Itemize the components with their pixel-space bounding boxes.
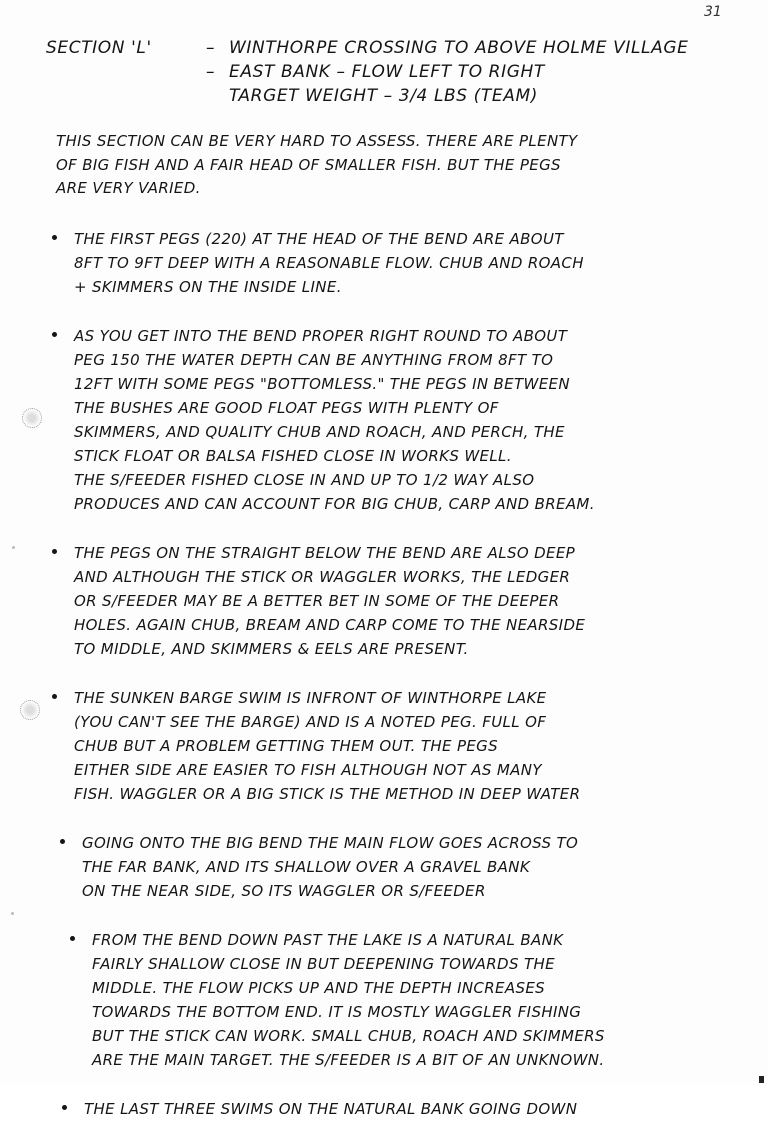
scan-speck [11, 912, 14, 915]
bullet-line: TO MIDDLE, AND SKIMMERS & EELS ARE PRESENT. [74, 639, 469, 658]
bullet-line: ON THE NEAR SIDE, SO ITS WAGGLER OR S/FEEDER [82, 881, 486, 900]
header-dash: – [206, 38, 216, 58]
bullet-line: OR S/FEEDER MAY BE A BETTER BET IN SOME OF THE DEEPER [74, 591, 560, 610]
bullet-line: 12FT WITH SOME PEGS "BOTTOMLESS." THE PEGS IN BETWEEN [74, 374, 570, 393]
header-line-2 [46, 62, 746, 86]
bullet-line: FISH. WAGGLER OR A BIG STICK IS THE METHOD IN DEEP WATER [74, 784, 581, 803]
section-title: WINTHORPE CROSSING TO ABOVE HOLME VILLAGE [229, 38, 689, 58]
bullet-item [52, 541, 756, 661]
page-number: 31 [704, 4, 722, 20]
bullet-line: (YOU CAN'T SEE THE BARGE) AND IS A NOTED PEG. FULL OF [74, 712, 547, 731]
bullet-dot [62, 1105, 67, 1110]
bullet-line: THE FIRST PEGS (220) AT THE HEAD OF THE BEND ARE ABOUT [74, 229, 564, 248]
punch-hole-mark [20, 700, 40, 720]
bullet-line: THE PEGS ON THE STRAIGHT BELOW THE BEND ARE ALSO DEEP [74, 543, 576, 562]
bullet-line: FROM THE BEND DOWN PAST THE LAKE IS A NATURAL BANK [92, 930, 564, 949]
bullet-line: THE FAR BANK, AND ITS SHALLOW OVER A GRAVEL BANK [82, 857, 531, 876]
bullet-line: STICK FLOAT OR BALSA FISHED CLOSE IN WORKS WELL. [74, 446, 512, 465]
bullet-line: CHUB BUT A PROBLEM GETTING THEM OUT. THE PEGS [74, 736, 499, 755]
bullet-line: THE BUSHES ARE GOOD FLOAT PEGS WITH PLENTY OF [74, 398, 499, 417]
bullet-line: GOING ONTO THE BIG BEND THE MAIN FLOW GOES ACROSS TO [82, 833, 579, 852]
bullet-item [62, 1097, 756, 1121]
section-header [46, 38, 746, 110]
bullet-line: 8FT TO 9FT DEEP WITH A REASONABLE FLOW. CHUB AND ROACH [74, 253, 584, 272]
bullet-dot [52, 235, 57, 240]
scan-speck [12, 546, 15, 549]
bullet-line: PRODUCES AND CAN ACCOUNT FOR BIG CHUB, CARP AND BREAM. [74, 494, 595, 513]
bullet-dot [70, 936, 75, 941]
bullet-item [52, 324, 756, 516]
bullet-dot [52, 694, 57, 699]
target-weight: TARGET WEIGHT – 3/4 LBS (TEAM) [229, 86, 538, 106]
bullet-line: TOWARDS THE BOTTOM END. IT IS MOSTLY WAGGLER FISHING [92, 1002, 582, 1021]
punch-hole-mark [22, 408, 42, 428]
bullet-line: AND ALTHOUGH THE STICK OR WAGGLER WORKS, THE LEDGER [74, 567, 571, 586]
bullet-line: + SKIMMERS ON THE INSIDE LINE. [74, 277, 342, 296]
bullet-item [70, 928, 756, 1072]
bullet-item [52, 227, 756, 299]
intro-line: OF BIG FISH AND A FAIR HEAD OF SMALLER FISH. BUT THE PEGS [56, 155, 561, 174]
section-label: SECTION 'L' [46, 38, 152, 58]
header-line-3 [46, 86, 746, 110]
bullet-line: PEG 150 THE WATER DEPTH CAN BE ANYTHING FROM 8FT TO [74, 350, 554, 369]
bullet-line: AS YOU GET INTO THE BEND PROPER RIGHT ROUND TO ABOUT [74, 326, 568, 345]
bullet-dot [52, 332, 57, 337]
bullet-line: FAIRLY SHALLOW CLOSE IN BUT DEEPENING TOWARDS THE [92, 954, 555, 973]
notes-body [56, 130, 756, 1146]
bullet-line: BUT THE STICK CAN WORK. SMALL CHUB, ROACH AND SKIMMERS [92, 1026, 605, 1045]
bullet-item [60, 831, 756, 903]
bullet-dot [52, 549, 57, 554]
header-line-1 [46, 38, 746, 62]
bullet-line: SKIMMERS, AND QUALITY CHUB AND ROACH, AND PERCH, THE [74, 422, 565, 441]
scan-corner-mark [759, 1076, 764, 1083]
bullet-line: HOLES. AGAIN CHUB, BREAM AND CARP COME TO THE NEARSIDE [74, 615, 586, 634]
bullet-line: THE SUNKEN BARGE SWIM IS INFRONT OF WINTHORPE LAKE [74, 688, 547, 707]
bullet-line: MIDDLE. THE FLOW PICKS UP AND THE DEPTH INCREASES [92, 978, 546, 997]
header-dash: – [206, 62, 216, 82]
bullet-item [52, 686, 756, 806]
intro-line: ARE VERY VARIED. [56, 179, 201, 197]
bullet-line: EITHER SIDE ARE EASIER TO FISH ALTHOUGH NOT AS MANY [74, 760, 542, 779]
flow-direction: EAST BANK – FLOW LEFT TO RIGHT [229, 62, 545, 82]
intro-line: THIS SECTION CAN BE VERY HARD TO ASSESS. THERE ARE PLENTY [56, 132, 578, 150]
bullet-line: ARE THE MAIN TARGET. THE S/FEEDER IS A BIT OF AN UNKNOWN. [92, 1050, 605, 1069]
bullet-line: THE LAST THREE SWIMS ON THE NATURAL BANK GOING DOWN [84, 1099, 578, 1118]
intro-paragraph [56, 130, 756, 201]
bullet-line: THE S/FEEDER FISHED CLOSE IN AND UP TO 1/2 WAY ALSO [74, 470, 535, 489]
bullet-dot [60, 839, 65, 844]
